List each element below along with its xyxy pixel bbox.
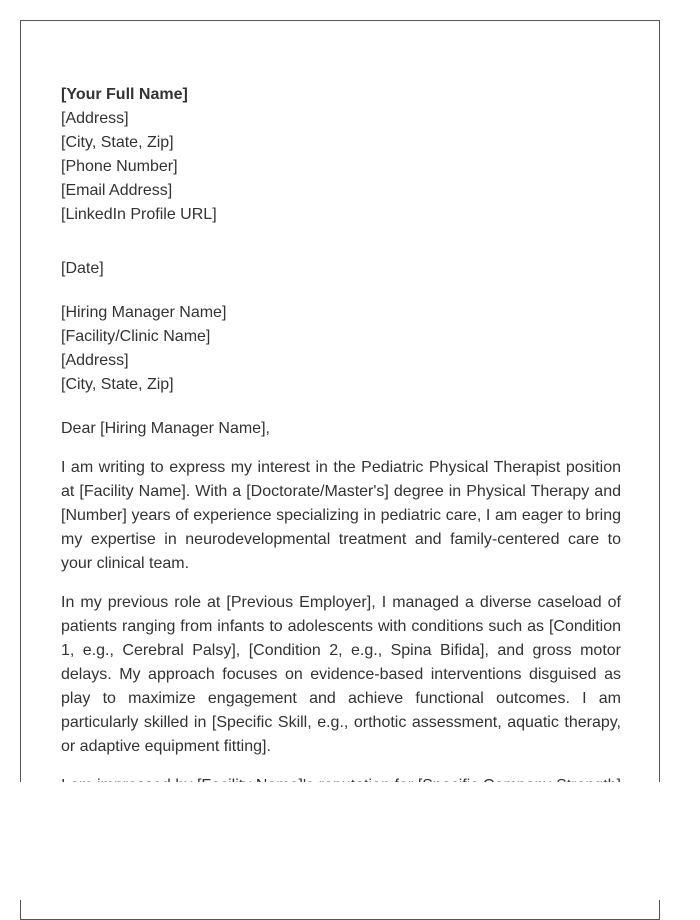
recipient-address: [Address] — [61, 352, 129, 369]
date-block — [61, 257, 621, 281]
letter-body — [61, 21, 621, 803]
sender-city-state-zip: [City, State, Zip] — [61, 134, 174, 151]
sender-address: [Address] — [61, 110, 129, 127]
recipient-city-state-zip: [City, State, Zip] — [61, 376, 174, 393]
salutation-text: Dear [Hiring Manager Name], — [61, 420, 270, 437]
paragraph-experience: In my previous role at [Previous Employer], I managed a diverse caseload of patients ranging from infants to adolescents with conditions such as [Condition 1, e.g., Cerebral Palsy], [Condition 2, e.g., Spina Bifida], and gross motor delays. My approach focuses on evidence-based interventions disguised as play to maximize engagement and achieve functional outcomes. I am particularly skilled in [Specific Skill, e.g., orthotic assessment, aquatic therapy, or adaptive equipment fitting]. — [61, 594, 621, 755]
sender-block — [61, 83, 621, 227]
sender-name: [Your Full Name] — [61, 86, 188, 103]
recipient-facility: [Facility/Clinic Name] — [61, 328, 211, 345]
sender-phone: [Phone Number] — [61, 158, 178, 175]
letter-date: [Date] — [61, 260, 104, 277]
recipient-name: [Hiring Manager Name] — [61, 304, 227, 321]
salutation — [61, 417, 621, 441]
recipient-block — [61, 301, 621, 397]
sender-linkedin: [LinkedIn Profile URL] — [61, 206, 217, 223]
page-cutoff — [0, 782, 700, 900]
sender-email: [Email Address] — [61, 182, 173, 199]
paragraph-intro: I am writing to express my interest in the Pediatric Physical Therapist position at [Facility Name]. With a [Doctorate/Master's] degree in Physical Therapy and [Number] years of experience specializing in pediatric care, I am eager to bring my expertise in neurodevelopmental treatment and family-centered care to your clinical team. — [61, 459, 621, 572]
